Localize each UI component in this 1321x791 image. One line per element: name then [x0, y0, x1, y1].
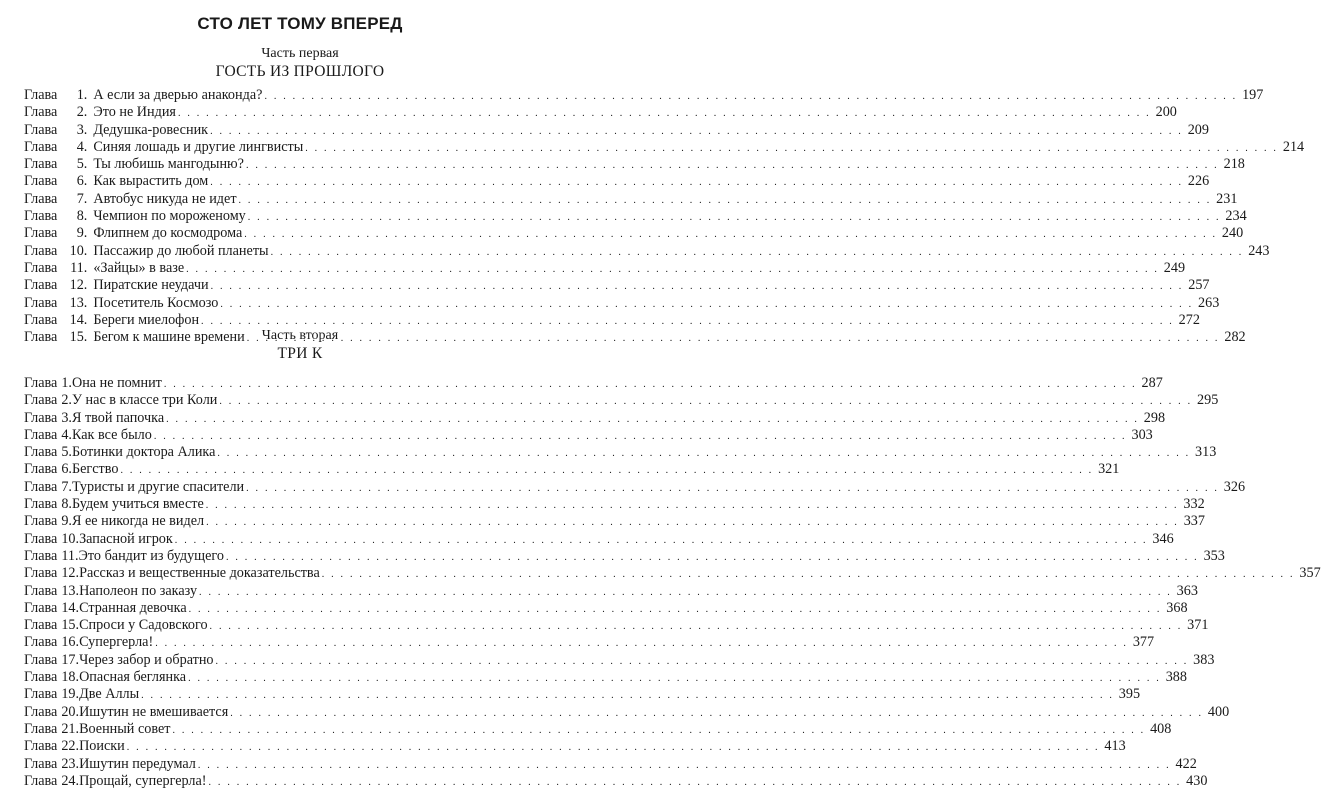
chapter-number: 14.: [61, 599, 80, 616]
chapter-page-number: 234: [1225, 208, 1247, 225]
chapter-entry[interactable]: [24, 478, 1246, 496]
chapter-entry[interactable]: [24, 156, 1245, 173]
chapter-title: Чемпион по мороженому: [93, 208, 246, 225]
chapter-title: «Зайцы» в вазе: [93, 259, 185, 276]
dot-leader: [248, 209, 1221, 226]
chapter-page-number: 413: [1104, 738, 1126, 755]
chapter-prefix: Глава: [24, 104, 58, 121]
dot-leader: [210, 618, 1183, 635]
chapter-number: 22.: [61, 738, 80, 755]
dot-leader: [226, 549, 1199, 566]
chapter-number: 19.: [61, 686, 80, 703]
dot-leader: [322, 566, 1295, 583]
chapter-page-number: 313: [1195, 444, 1217, 461]
chapter-entry[interactable]: [24, 461, 1120, 478]
chapter-prefix: Глава: [24, 225, 58, 242]
chapter-number: 5.: [61, 444, 72, 461]
chapter-number: 6.: [76, 173, 88, 190]
dot-leader: [210, 174, 1183, 191]
chapter-prefix: Глава: [24, 87, 58, 103]
chapter-title: Ты любишь мангодыню?: [93, 156, 244, 173]
chapter-page-number: 363: [1176, 582, 1198, 599]
chapter-number: 5.: [76, 156, 88, 173]
chapter-entry[interactable]: [24, 375, 1163, 392]
chapter-number: 2.: [61, 392, 72, 409]
chapter-page-number: 272: [1178, 311, 1200, 328]
chapter-number: 9.: [76, 225, 88, 242]
chapter-number: 24.: [61, 772, 80, 789]
chapter-prefix: Глава: [24, 259, 58, 276]
chapter-title: Это не Индия: [93, 104, 176, 121]
chapter-number: 1.: [61, 375, 72, 391]
chapter-prefix: Глава: [24, 703, 58, 720]
chapter-number: 11.: [70, 259, 88, 276]
part-two-contents: [24, 375, 1321, 790]
chapter-page-number: 287: [1141, 375, 1163, 391]
chapter-page-number: 383: [1193, 651, 1215, 668]
chapter-entry[interactable]: [24, 582, 1198, 600]
chapter-page-number: 249: [1163, 259, 1186, 276]
chapter-prefix: Глава: [24, 208, 58, 225]
dot-leader: [216, 653, 1189, 670]
chapter-page-number: 377: [1132, 634, 1155, 651]
chapter-entry[interactable]: [24, 173, 1210, 190]
chapter-page-number: 371: [1187, 617, 1209, 634]
chapter-page-number: 214: [1282, 138, 1305, 155]
chapter-page-number: 346: [1152, 530, 1174, 547]
chapter-number: 8.: [61, 496, 72, 513]
chapter-entry[interactable]: [24, 547, 1225, 565]
dot-leader: [198, 757, 1171, 774]
chapter-title: Береги миелофон: [93, 311, 200, 328]
dot-leader: [206, 497, 1179, 514]
chapter-entry[interactable]: [24, 426, 1153, 444]
dot-leader: [271, 244, 1244, 261]
part-one-contents: [24, 87, 1305, 346]
chapter-title: Я ее никогда не видел: [71, 513, 205, 530]
chapter-prefix: Глава: [24, 547, 58, 564]
chapter-number: 3.: [76, 121, 88, 138]
chapter-title: Это бандит из будущего: [78, 547, 224, 564]
chapter-title: Синяя лошадь и другие лингвисты: [93, 138, 304, 155]
book-title: СТО ЛЕТ ТОМУ ВПЕРЕД: [197, 14, 403, 33]
dot-leader: [189, 601, 1162, 618]
chapter-number: 13.: [61, 582, 80, 599]
chapter-prefix: Глава: [24, 156, 58, 173]
chapter-entry[interactable]: [24, 738, 1126, 755]
chapter-number: 8.: [76, 208, 88, 225]
chapter-number: 1.: [76, 87, 88, 103]
chapter-prefix: Глава: [24, 565, 58, 582]
dot-leader: [210, 123, 1183, 140]
dot-leader: [246, 480, 1219, 497]
chapter-page-number: 257: [1188, 277, 1210, 294]
chapter-number: 10.: [61, 530, 80, 547]
dot-leader: [188, 670, 1161, 687]
chapter-title: Через забор и обратно: [79, 651, 214, 668]
chapter-page-number: 240: [1221, 225, 1244, 242]
chapter-title: Дедушка-ровесник: [93, 121, 209, 138]
chapter-title: Опасная беглянка: [79, 669, 187, 686]
chapter-page-number: 337: [1183, 513, 1205, 530]
chapter-title: Бегом к машине времени: [93, 329, 245, 346]
chapter-number: 15.: [61, 617, 80, 634]
chapter-prefix: Глава: [24, 409, 58, 426]
chapter-page-number: 263: [1198, 294, 1220, 311]
chapter-number: 13.: [69, 294, 88, 311]
chapter-title: Военный совет: [79, 720, 171, 737]
dot-leader: [219, 393, 1192, 410]
dot-leader: [305, 140, 1278, 157]
chapter-entry[interactable]: [24, 686, 1141, 703]
part-two-title: ТРИ К: [277, 345, 323, 362]
chapter-prefix: Глава: [24, 190, 58, 207]
chapter-number: 18.: [61, 669, 80, 686]
chapter-title: Спроси у Садовского: [79, 617, 208, 634]
chapter-title: Ишутин не вмешивается: [79, 703, 229, 720]
chapter-page-number: 326: [1223, 478, 1246, 495]
chapter-title: Ботинки доктора Алика: [71, 444, 216, 461]
chapter-page-number: 430: [1186, 772, 1208, 789]
chapter-number: 7.: [61, 478, 72, 495]
chapter-entry[interactable]: [24, 121, 1209, 139]
chapter-prefix: Глава: [24, 426, 58, 443]
chapter-page-number: 400: [1207, 703, 1230, 720]
chapter-entry[interactable]: [24, 138, 1305, 156]
chapter-title: Автобус никуда не идет: [93, 190, 237, 207]
chapter-entry[interactable]: [24, 634, 1155, 651]
chapter-number: 16.: [61, 634, 80, 651]
chapter-title: Как вырастить дом: [93, 173, 209, 190]
chapter-prefix: Глава: [24, 599, 58, 616]
chapter-number: 10.: [69, 242, 88, 259]
chapter-title: Посетитель Космозо: [93, 294, 219, 311]
chapter-title: Флипнем до космодрома: [93, 225, 243, 242]
dot-leader: [141, 687, 1114, 704]
chapter-prefix: Глава: [24, 772, 58, 789]
chapter-page-number: 321: [1098, 461, 1120, 478]
chapter-prefix: Глава: [24, 651, 58, 668]
dot-leader: [230, 705, 1203, 722]
chapter-title: Поиски: [79, 738, 125, 755]
chapter-entry[interactable]: [24, 599, 1188, 617]
dot-leader: [264, 88, 1237, 105]
chapter-number: 17.: [61, 651, 80, 668]
chapter-title: Туристы и другие спасители: [71, 478, 245, 495]
chapter-number: 21.: [61, 720, 80, 737]
dot-leader: [127, 739, 1100, 756]
dot-leader: [155, 635, 1128, 652]
dot-leader: [239, 192, 1212, 209]
chapter-entry[interactable]: [24, 444, 1217, 461]
chapter-number: 4.: [76, 138, 88, 155]
chapter-page-number: 357: [1299, 565, 1321, 582]
chapter-number: 23.: [61, 755, 80, 772]
chapter-entry[interactable]: [24, 409, 1166, 427]
chapter-entry[interactable]: [24, 720, 1172, 738]
dot-leader: [175, 532, 1148, 549]
chapter-page-number: 231: [1216, 190, 1238, 207]
dot-leader: [166, 411, 1139, 428]
chapter-page-number: 395: [1118, 686, 1141, 703]
chapter-prefix: Глава: [24, 375, 58, 391]
chapter-entry[interactable]: [24, 772, 1208, 790]
chapter-prefix: Глава: [24, 173, 58, 190]
chapter-page-number: 388: [1165, 669, 1187, 686]
chapter-page-number: 303: [1131, 426, 1153, 443]
chapter-number: 15.: [69, 329, 88, 346]
chapter-page-number: 408: [1150, 720, 1172, 737]
chapter-entry[interactable]: [24, 311, 1200, 329]
chapter-title: Пиратские неудачи: [93, 277, 209, 294]
chapter-prefix: Глава: [24, 138, 58, 155]
chapter-title: Я твой папочка: [71, 409, 165, 426]
chapter-page-number: 298: [1143, 409, 1166, 426]
chapter-page-number: 295: [1197, 392, 1219, 409]
chapter-title: Странная девочка: [79, 599, 187, 616]
chapter-entry[interactable]: [24, 651, 1215, 669]
chapter-page-number: 353: [1203, 547, 1225, 564]
chapter-number: 12.: [69, 277, 88, 294]
chapter-prefix: Глава: [24, 634, 58, 651]
chapter-number: 4.: [61, 426, 72, 443]
chapter-entry[interactable]: [24, 703, 1230, 721]
dot-leader: [172, 722, 1145, 739]
chapter-number: 9.: [61, 513, 72, 530]
part-one-kicker: Часть первая: [261, 46, 339, 61]
chapter-entry[interactable]: [24, 242, 1270, 260]
chapter-number: 12.: [61, 565, 80, 582]
chapter-prefix: Глава: [24, 392, 58, 409]
chapter-entry[interactable]: [24, 190, 1238, 208]
dot-leader: [199, 584, 1172, 601]
chapter-page-number: 368: [1166, 599, 1188, 616]
chapter-prefix: Глава: [24, 294, 58, 311]
chapter-page-number: 282: [1224, 329, 1246, 346]
chapter-prefix: Глава: [24, 478, 58, 495]
chapter-page-number: 243: [1248, 242, 1270, 259]
chapter-entry[interactable]: [24, 225, 1244, 242]
dot-leader: [178, 105, 1151, 122]
chapter-entry[interactable]: [24, 208, 1247, 225]
chapter-prefix: Глава: [24, 582, 58, 599]
chapter-page-number: 200: [1155, 104, 1177, 121]
chapter-title: Бегство: [71, 461, 119, 478]
dot-leader: [186, 261, 1159, 278]
chapter-page-number: 197: [1242, 87, 1264, 103]
dot-leader: [209, 774, 1182, 791]
chapter-title: Она не помнит: [71, 375, 162, 391]
chapter-prefix: Глава: [24, 530, 58, 547]
chapter-entry[interactable]: [24, 617, 1209, 634]
dot-leader: [154, 428, 1127, 445]
dot-leader: [246, 157, 1219, 174]
dot-leader: [206, 514, 1179, 531]
chapter-prefix: Глава: [24, 617, 58, 634]
chapter-prefix: Глава: [24, 121, 58, 138]
chapter-title: А если за дверью анаконда?: [93, 87, 263, 103]
chapter-title: У нас в классе три Коли: [71, 392, 218, 409]
chapter-entry[interactable]: [24, 565, 1321, 582]
chapter-number: 2.: [76, 104, 88, 121]
chapter-title: Наполеон по заказу: [79, 582, 198, 599]
chapter-title: Рассказ и вещественные доказательства: [79, 565, 320, 582]
chapter-entry[interactable]: [24, 87, 1264, 104]
chapter-page-number: 218: [1223, 156, 1245, 173]
chapter-title: Будем учиться вместе: [71, 496, 204, 513]
chapter-number: 11.: [61, 547, 79, 564]
chapter-prefix: Глава: [24, 329, 58, 346]
chapter-prefix: Глава: [24, 738, 58, 755]
dot-leader: [120, 462, 1093, 479]
chapter-prefix: Глава: [24, 513, 58, 530]
chapter-page-number: 332: [1183, 496, 1205, 513]
chapter-prefix: Глава: [24, 311, 58, 328]
chapter-entry[interactable]: [24, 259, 1186, 277]
chapter-entry[interactable]: [24, 530, 1174, 548]
chapter-number: 3.: [61, 409, 72, 426]
chapter-entry[interactable]: [24, 513, 1205, 530]
chapter-entry[interactable]: [24, 755, 1197, 773]
dot-leader: [164, 376, 1137, 393]
part-two-kicker: Часть вторая: [261, 328, 339, 343]
dot-leader: [211, 278, 1184, 295]
chapter-page-number: 209: [1187, 121, 1209, 138]
chapter-prefix: Глава: [24, 242, 58, 259]
chapter-prefix: Глава: [24, 461, 58, 478]
chapter-number: 14.: [69, 311, 88, 328]
chapter-prefix: Глава: [24, 669, 58, 686]
chapter-entry[interactable]: [24, 104, 1177, 121]
chapter-number: 20.: [61, 703, 80, 720]
chapter-prefix: Глава: [24, 686, 58, 703]
chapter-title: Запасной игрок: [79, 530, 173, 547]
chapter-prefix: Глава: [24, 496, 58, 513]
chapter-title: Две Аллы: [79, 686, 140, 703]
chapter-number: 7.: [76, 190, 88, 207]
chapter-entry[interactable]: [24, 496, 1205, 513]
chapter-number: 6.: [61, 461, 72, 478]
dot-leader: [220, 296, 1193, 313]
chapter-entry[interactable]: [24, 669, 1187, 686]
chapter-title: Как все было: [71, 426, 152, 443]
chapter-entry[interactable]: [24, 294, 1220, 312]
chapter-title: Пассажир до любой планеты: [93, 242, 269, 259]
chapter-title: Супергерла!: [79, 634, 154, 651]
chapter-title: Прощай, супергерла!: [79, 772, 207, 789]
chapter-prefix: Глава: [24, 277, 58, 294]
chapter-prefix: Глава: [24, 755, 58, 772]
chapter-prefix: Глава: [24, 444, 58, 461]
chapter-title: Ишутин передумал: [79, 755, 196, 772]
part-one-title: ГОСТЬ ИЗ ПРОШЛОГО: [215, 63, 385, 80]
dot-leader: [217, 445, 1190, 462]
chapter-prefix: Глава: [24, 720, 58, 737]
chapter-entry[interactable]: [24, 277, 1210, 294]
chapter-page-number: 226: [1187, 173, 1210, 190]
chapter-entry[interactable]: [24, 392, 1219, 409]
chapter-page-number: 422: [1175, 755, 1197, 772]
dot-leader: [244, 226, 1217, 243]
